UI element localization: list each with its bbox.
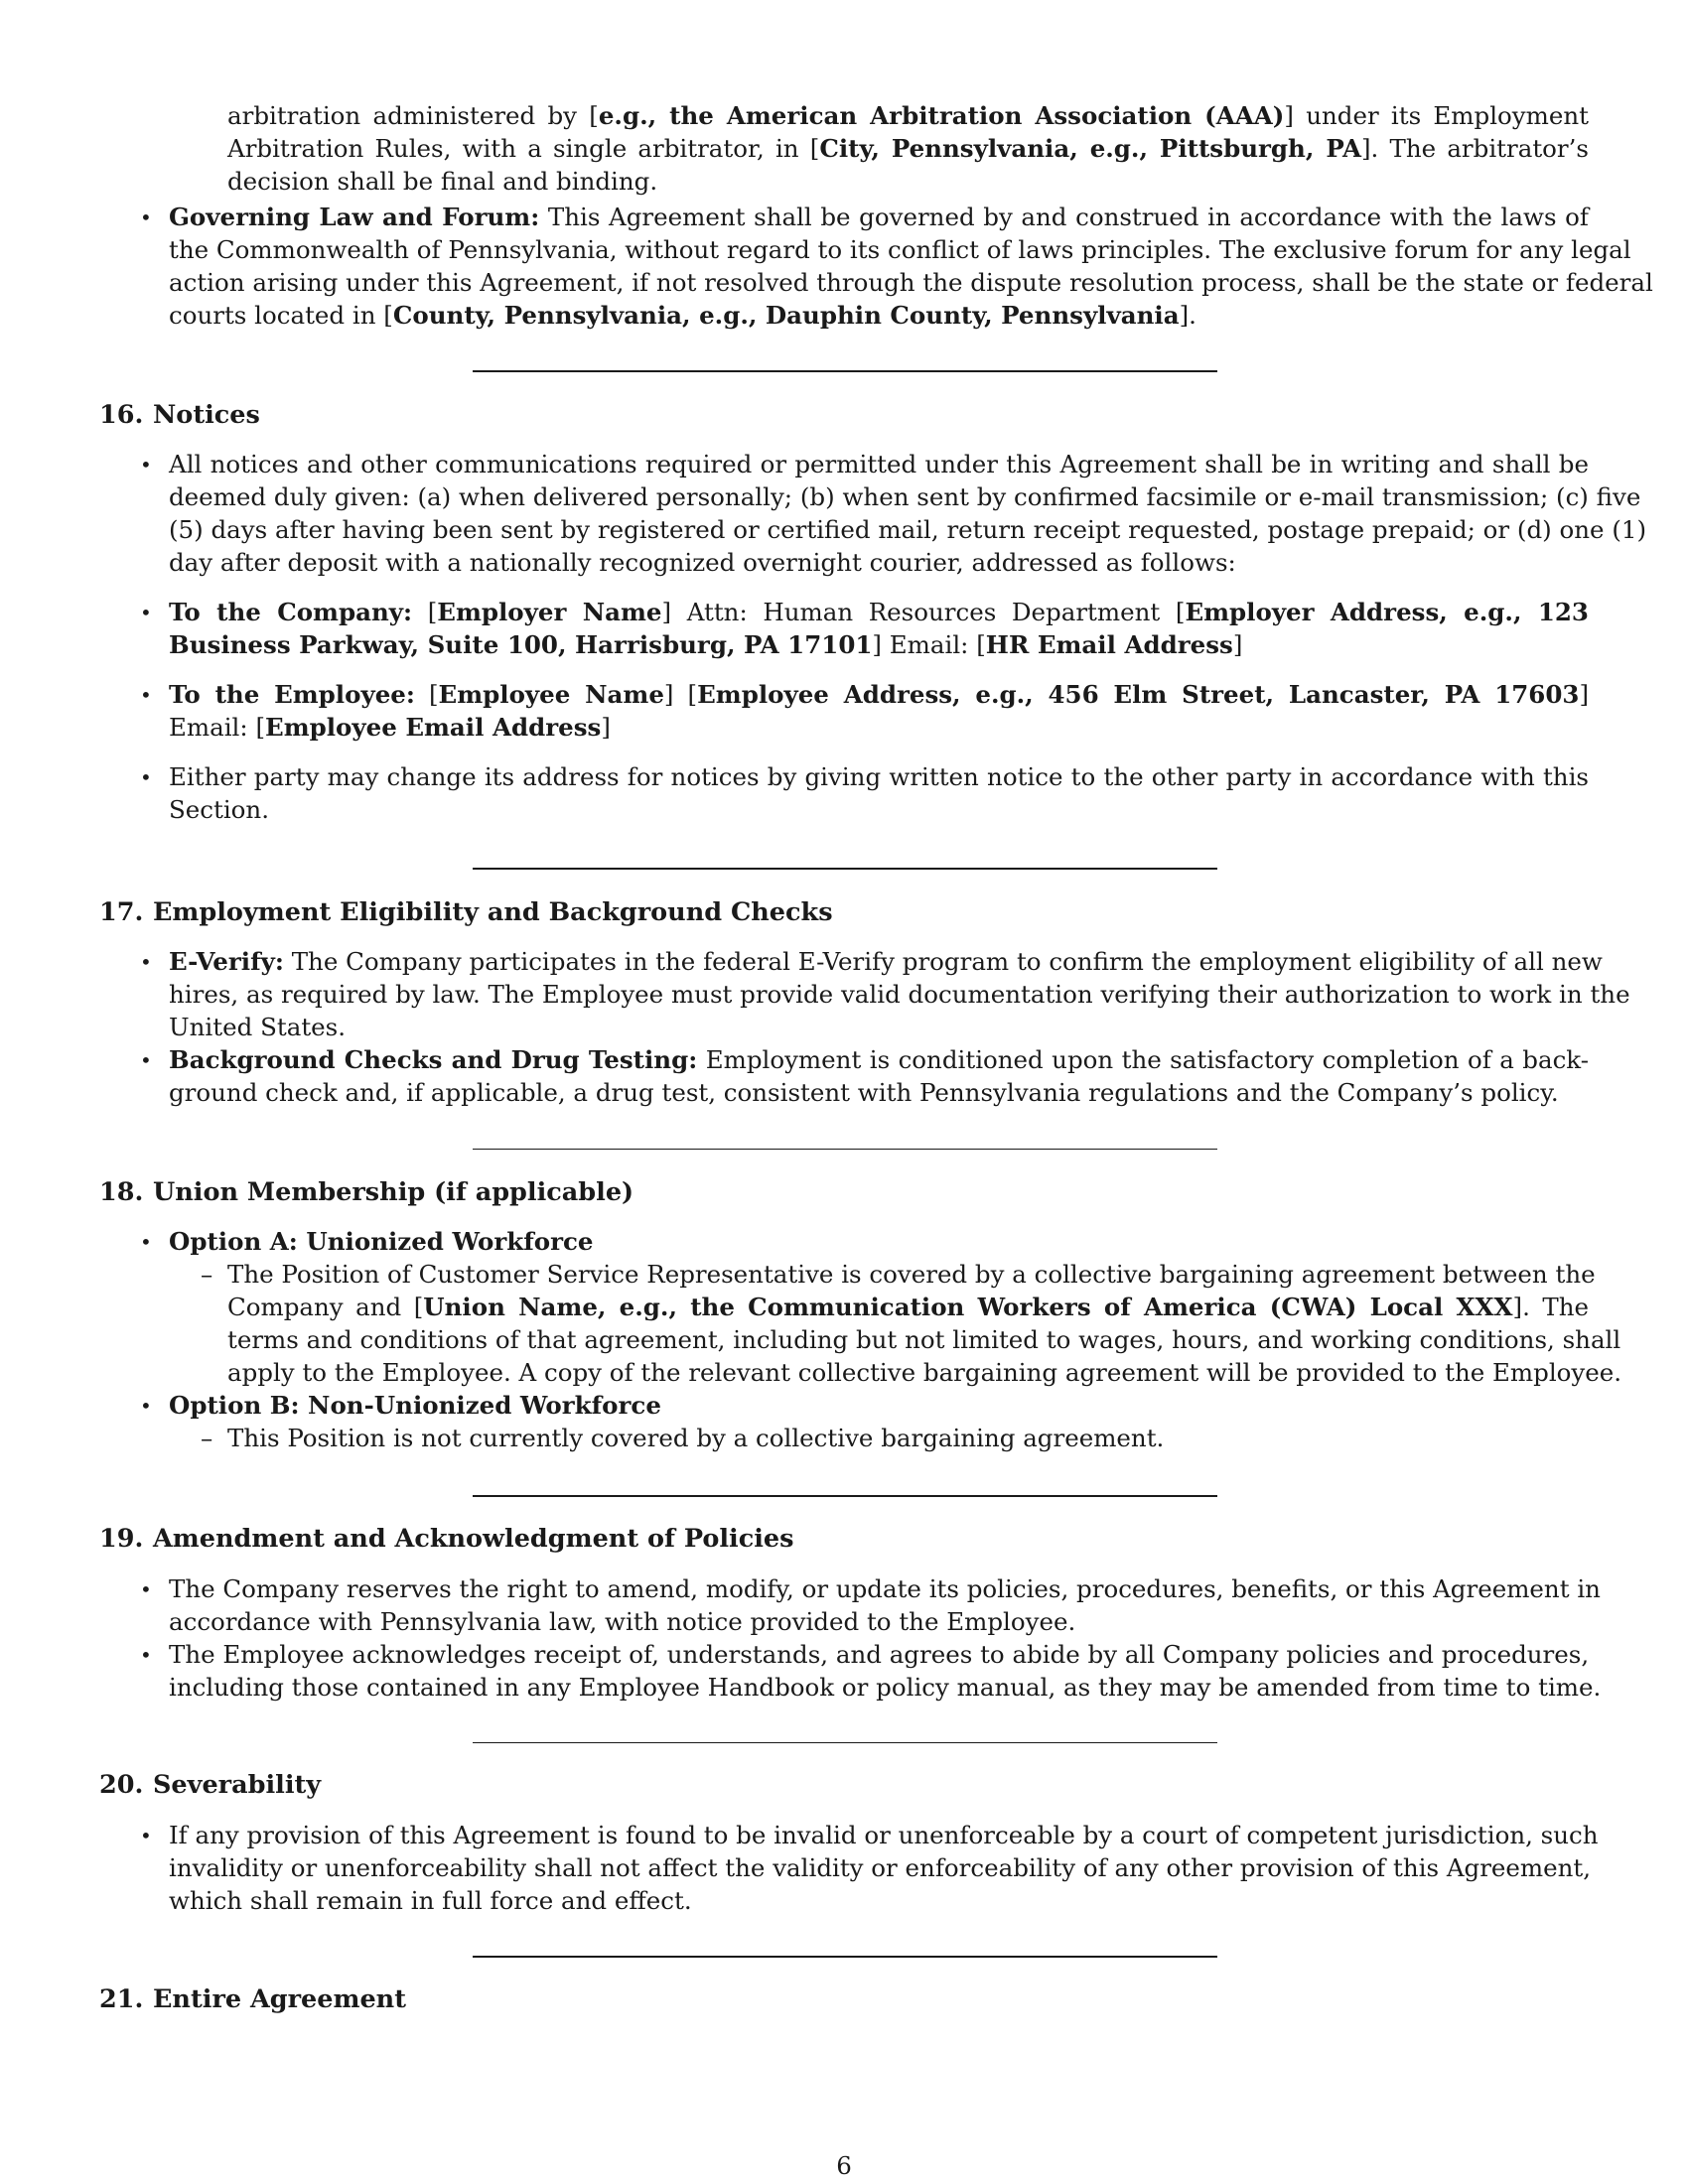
text-line: courts located in [County, Pennsylvania, e.g., Dauphin County, Pennsylvania]. — [169, 301, 1196, 330]
text-line: invalidity or unenforceability shall not affect the validity or enforceability of any other provision of this Agreement, — [169, 1853, 1592, 1882]
section-heading-17: 17. Employment Eligibility and Background Checks — [99, 897, 833, 927]
option-b-text — [227, 1422, 1589, 1454]
bullet-marker: • — [140, 1577, 152, 1601]
text-line: Email: [Employee Email Address] — [169, 713, 611, 742]
text-line: hires, as required by law. The Employee must provide valid documentation verifying their authorization to work in the — [169, 980, 1630, 1009]
text-line: The Employee acknowledges receipt of, understands, and agrees to abide by all Company policies and procedures, — [169, 1640, 1590, 1669]
bullet-marker: • — [140, 1643, 152, 1667]
governing-law-label: Governing Law and Forum: — [169, 203, 540, 231]
notice-change-item — [169, 760, 1589, 826]
text-line: arbitration administered by [e.g., the American Arbitration Association (AAA)] under its Employment — [227, 101, 1589, 130]
text-line: Arbitration Rules, with a single arbitrator, in [City, Pennsylvania, e.g., Pittsburgh, PA]. The arbitrator’s — [227, 134, 1589, 163]
governing-law-item — [169, 201, 1653, 332]
section-divider — [473, 1495, 1217, 1497]
text-line: ground check and, if applicable, a drug test, consistent with Pennsylvania regulations and the Company’s policy. — [169, 1078, 1559, 1107]
text-line: All notices and other communications required or permitted under this Agreement shall be in writing and shall be — [169, 450, 1589, 478]
notice-company-item — [169, 596, 1589, 661]
text-line: day after deposit with a nationally recognized overnight courier, addressed as follows: — [169, 548, 1236, 577]
bullet-marker: • — [140, 1230, 152, 1254]
text-line: action arising under this Agreement, if not resolved through the dispute resolution process, shall be the state or federal — [169, 268, 1653, 297]
option-b-label: Option B: Non-Unionized Workforce — [169, 1391, 661, 1420]
text-line: which shall remain in full force and effect. — [169, 1886, 692, 1915]
text-line: E-Verify: The Company participates in the federal E-Verify program to confirm the employment eligibility of all new — [169, 947, 1603, 976]
bullet-marker: • — [140, 453, 152, 477]
option-a-text — [227, 1258, 1622, 1389]
section-divider — [473, 1149, 1217, 1150]
dash-marker: – — [201, 1260, 213, 1289]
acknowledge-policies-item — [169, 1638, 1602, 1704]
notice-employee-item — [169, 678, 1589, 744]
text-line: deemed duly given: (a) when delivered personally; (b) when sent by confirmed facsimile or e-mail transmission; (c) five — [169, 482, 1641, 511]
notices-delivery-item — [169, 448, 1647, 579]
text-line: To the Employee: [Employee Name] [Employee Address, e.g., 456 Elm Street, Lancaster, PA 17603] — [169, 680, 1589, 709]
text-line: the Commonwealth of Pennsylvania, without regard to its conflict of laws principles. The exclusive forum for any legal — [169, 235, 1631, 264]
text-line: including those contained in any Employee Handbook or policy manual, as they may be amended from time to time. — [169, 1673, 1602, 1702]
text-line: accordance with Pennsylvania law, with notice provided to the Employee. — [169, 1607, 1076, 1636]
text-line: Governing Law and Forum: This Agreement shall be governed by and construed in accordance with the laws of — [169, 203, 1589, 231]
background-check-item — [169, 1043, 1589, 1109]
amend-policies-item — [169, 1572, 1601, 1638]
text-line: If any provision of this Agreement is found to be invalid or unenforceable by a court of competent jurisdiction, such — [169, 1821, 1599, 1849]
section-heading-18: 18. Union Membership (if applicable) — [99, 1177, 634, 1207]
text-line: apply to the Employee. A copy of the relevant collective bargaining agreement will be provided to the Employee. — [227, 1358, 1622, 1387]
dash-marker: – — [201, 1424, 213, 1452]
option-a-label: Option A: Unionized Workforce — [169, 1227, 594, 1256]
bullet-marker: • — [140, 1394, 152, 1418]
text-line: Either party may change its address for notices by giving written notice to the other party in accordance with this — [169, 762, 1589, 791]
section-heading-20: 20. Severability — [99, 1770, 322, 1800]
page-number: 6 — [836, 2151, 852, 2180]
section-divider — [473, 370, 1217, 372]
text-line: terms and conditions of that agreement, including but not limited to wages, hours, and working conditions, shall — [227, 1325, 1621, 1354]
text-line: (5) days after having been sent by registered or certified mail, return receipt requested, postage prepaid; or (d) one (1) — [169, 515, 1647, 544]
bullet-marker: • — [140, 950, 152, 974]
bullet-marker: • — [140, 683, 152, 707]
text-line: The Position of Customer Service Representative is covered by a collective bargaining agreement between the — [227, 1260, 1596, 1289]
everify-item — [169, 945, 1630, 1043]
bullet-marker: • — [140, 205, 152, 229]
text-line: Section. — [169, 795, 270, 824]
bullet-marker: • — [140, 765, 152, 789]
text-line: United States. — [169, 1013, 347, 1041]
severability-item — [169, 1819, 1599, 1917]
bullet-marker: • — [140, 1048, 152, 1072]
section-divider — [473, 1956, 1217, 1958]
arbitration-continuation — [227, 99, 1589, 198]
section-heading-16: 16. Notices — [99, 400, 260, 430]
section-heading-21: 21. Entire Agreement — [99, 1984, 406, 2014]
section-divider — [473, 1742, 1217, 1743]
text-line: To the Company: [Employer Name] Attn: Human Resources Department [Employer Address, e.g., 123 — [169, 598, 1589, 626]
section-divider — [473, 868, 1217, 870]
bullet-marker: • — [140, 601, 152, 624]
bullet-marker: • — [140, 1824, 152, 1847]
text-line: The Company reserves the right to amend, modify, or update its policies, procedures, benefits, or this Agreement in — [169, 1574, 1601, 1603]
text-line: Business Parkway, Suite 100, Harrisburg, PA 17101] Email: [HR Email Address] — [169, 630, 1243, 659]
section-heading-19: 19. Amendment and Acknowledgment of Policies — [99, 1524, 794, 1554]
text-line: This Position is not currently covered by a collective bargaining agreement. — [227, 1424, 1165, 1452]
text-line: Company and [Union Name, e.g., the Communication Workers of America (CWA) Local XXX]. The — [227, 1293, 1589, 1321]
text-line: Background Checks and Drug Testing: Employment is conditioned upon the satisfactory completion of a back- — [169, 1045, 1589, 1074]
text-line: decision shall be final and binding. — [227, 167, 658, 196]
